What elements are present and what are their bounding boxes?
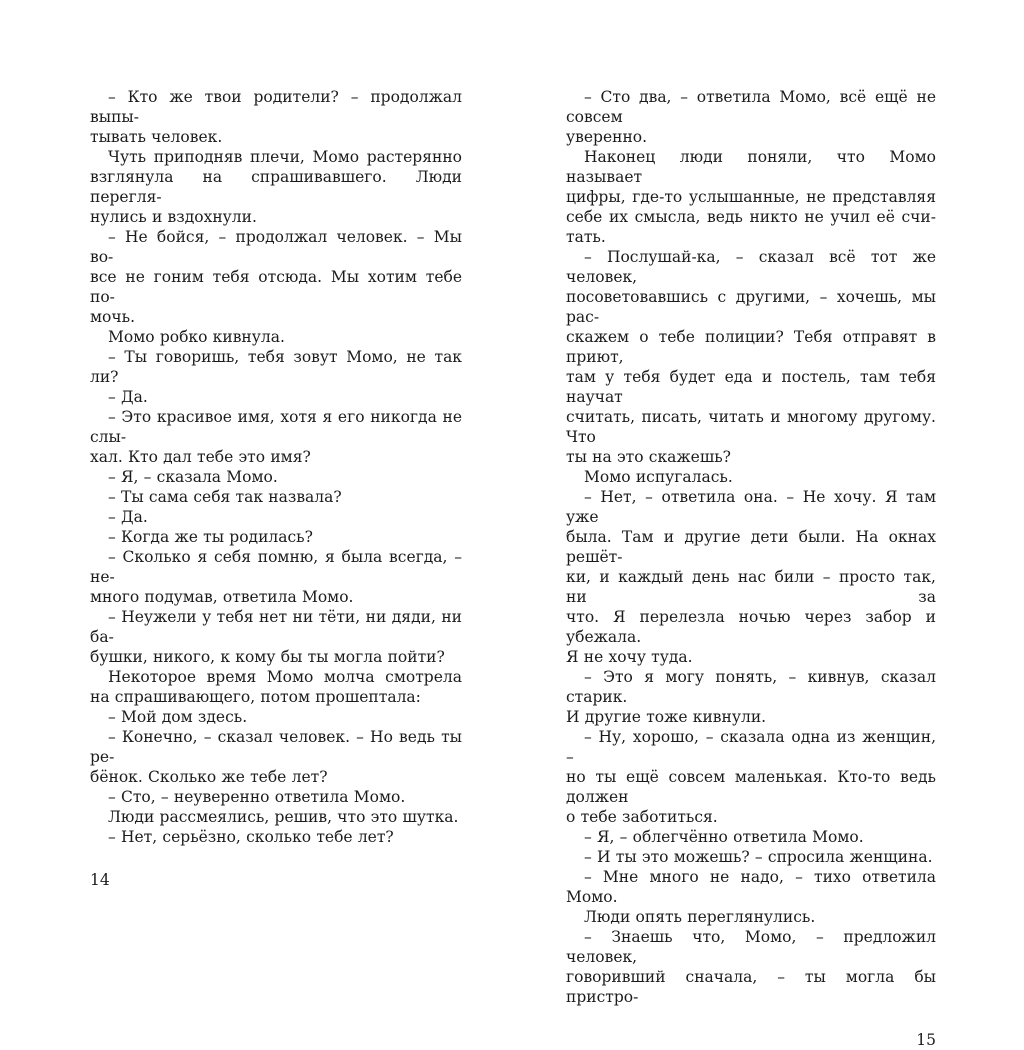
text-line: Момо робко кивнула. (108, 328, 285, 346)
text-line: – Мне много не надо, – тихо ответила Момо. (566, 868, 936, 906)
text-line: но ты ещё совсем маленькая. Кто-то ведь должен (566, 768, 936, 806)
text-line: ты на это скажешь? (566, 448, 731, 466)
text-line: – Я, – сказала Момо. (108, 468, 278, 486)
text-line: – И ты это можешь? – спросила женщина. (584, 848, 933, 866)
text-line: – Это я могу понять, – кивнув, сказал старик. (566, 668, 936, 706)
text-line: Люди рассмеялись, решив, что это шутка. (108, 808, 459, 826)
text-line: много подумав, ответила Момо. (90, 588, 354, 606)
text-line: – Ну, хорошо, – сказала одна из женщин, – (566, 728, 936, 766)
page-number-left: 14 (90, 871, 110, 889)
text-line: – Нет, серьёзно, сколько тебе лет? (108, 828, 394, 846)
text-line: все не гоним тебя отсюда. Мы хотим тебе по- (90, 268, 462, 306)
text-line: – Ты сама себя так назвала? (108, 488, 342, 506)
text-line: Момо испугалась. (584, 468, 733, 486)
text-line: – Мой дом здесь. (108, 708, 248, 726)
text-line: Я не хочу туда. (566, 648, 693, 666)
text-line: – Когда же ты родилась? (108, 528, 313, 546)
text-line: – Послушай-ка, – сказал всё тот же человек, (566, 248, 936, 286)
text-line: на спрашивающего, потом прошептала: (90, 688, 421, 706)
text-line: Некоторое время Момо молча смотрела (108, 668, 462, 686)
text-line: Люди опять переглянулись. (584, 908, 816, 926)
page-right (566, 87, 936, 1050)
text-line: хал. Кто дал тебе это имя? (90, 448, 311, 466)
text-line: цифры, где-то услышанные, не представляя (566, 188, 936, 206)
text-line: скажем о тебе полиции? Тебя отправят в приют, (566, 328, 936, 366)
text-line: посоветовавшись с другими, – хочешь, мы рас- (566, 288, 936, 326)
text-line: Наконец люди поняли, что Момо называет (566, 148, 936, 186)
text-line: – Знаешь что, Момо, – предложил человек, (566, 928, 936, 966)
text-line: – Сто, – неуверенно ответила Момо. (108, 788, 406, 806)
page-right-text-block (566, 87, 936, 1007)
text-line: мочь. (90, 308, 136, 326)
text-line: себе их смысла, ведь никто не учил её счи- (566, 208, 936, 226)
text-line: ки, и каждый день нас били – просто так, ни за (566, 568, 936, 606)
text-line: там у тебя будет еда и постель, там тебя научат (566, 368, 936, 406)
text-line: – Нет, – ответила она. – Не хочу. Я там уже (566, 488, 936, 526)
text-line: взглянула на спрашивавшего. Люди перегля- (90, 168, 462, 206)
text-line: нулись и вздохнули. (90, 208, 257, 226)
text-line: – Неужели у тебя нет ни тёти, ни дяди, ни ба- (90, 608, 462, 646)
text-line: что. Я перелезла ночью через забор и убежала. (566, 608, 936, 646)
text-line: – Сто два, – ответила Момо, всё ещё не совсем (566, 88, 936, 126)
text-line: – Не бойся, – продолжал человек. – Мы во- (90, 228, 462, 266)
text-line: тывать человек. (90, 128, 223, 146)
text-line: И другие тоже кивнули. (566, 708, 767, 726)
text-line: – Конечно, – сказал человек. – Но ведь ты ре- (90, 728, 462, 766)
text-line: о тебе заботиться. (566, 808, 718, 826)
text-line: бёнок. Сколько же тебе лет? (90, 768, 328, 786)
text-line: говоривший сначала, – ты могла бы пристро- (566, 968, 936, 1006)
text-line: – Сколько я себя помню, я была всегда, – не- (90, 548, 462, 586)
text-line: – Я, – облегчённо ответила Момо. (584, 828, 864, 846)
page-left-text-block (90, 87, 462, 847)
text-line: бушки, никого, к кому бы ты могла пойти? (90, 648, 445, 666)
page-left (90, 87, 462, 890)
text-line: тать. (566, 228, 606, 246)
text-line: была. Там и другие дети были. На окнах решёт- (566, 528, 936, 566)
text-line: уверенно. (566, 128, 648, 146)
text-line: Чуть приподняв плечи, Момо растерянно (108, 148, 462, 166)
text-line: – Да. (108, 508, 148, 526)
text-line: – Ты говоришь, тебя зовут Момо, не так ли? (90, 348, 462, 386)
text-line: – Это красивое имя, хотя я его никогда не слы- (90, 408, 462, 446)
page-number-right: 15 (916, 1031, 936, 1049)
text-line: считать, писать, читать и многому другому. Что (566, 408, 936, 446)
text-line: – Кто же твои родители? – продолжал выпы- (90, 88, 462, 126)
text-line: – Да. (108, 388, 148, 406)
